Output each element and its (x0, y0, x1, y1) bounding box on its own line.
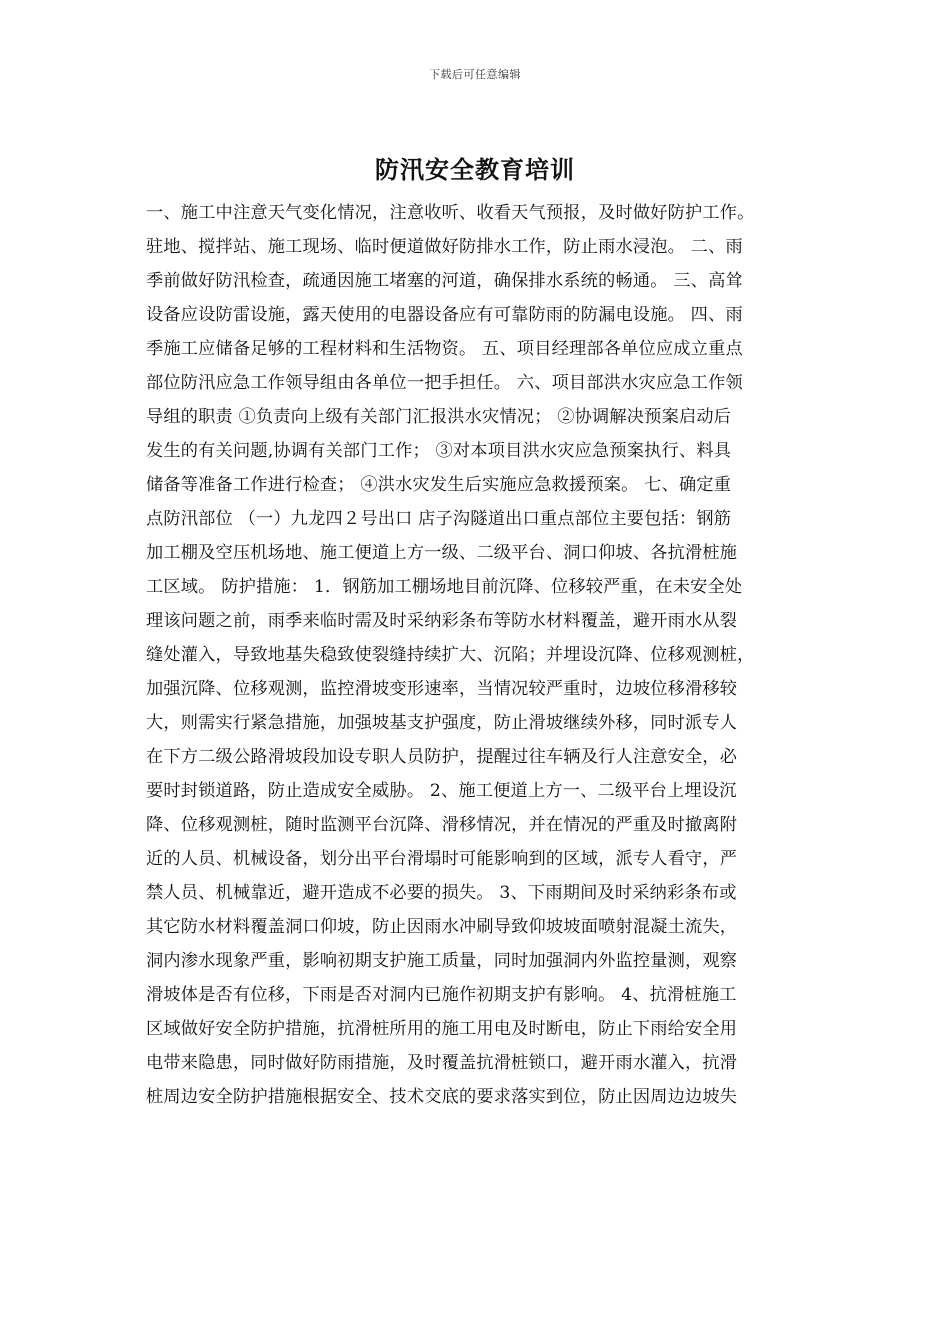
body-line: 区域做好安全防护措施，抗滑桩所用的施工用电及时断电，防止下雨给安全用 (146, 1019, 738, 1039)
body-line: 洞内渗水现象严重，影响初期支护施工质量，同时加强洞内外监控量测，观察 (146, 951, 738, 971)
body-line: 禁人员、机械靠近，避开造成不必要的损失。 3、下雨期间及时采纳彩条布或 (146, 883, 737, 903)
body-line: 发生的有关问题,协调有关部门工作； ③对本项目洪水灾应急预案执行、料具 (146, 441, 732, 461)
body-line: 部位防汛应急工作领导组由各单位一把手担任。 六、项目部洪水灾应急工作领 (146, 373, 743, 393)
body-line: 降、位移观测桩，随时监测平台沉降、滑移情况，并在情况的严重及时撤离附 (146, 815, 738, 835)
body-line: 储备等准备工作进行检查； ④洪水灾发生后实施应急救援预案。 七、确定重 (146, 475, 732, 495)
body-line: 滑坡体是否有位移，下雨是否对洞内已施作初期支护有影响。 4、抗滑桩施工 (146, 985, 737, 1005)
body-line: 导组的职责 ①负责向上级有关部门汇报洪水灾情况； ②协调解决预案启动后 (146, 407, 732, 427)
body-line: 近的人员、机械设备，划分出平台滑塌时可能影响到的区域，派专人看守，严 (146, 849, 738, 869)
body-line: 季施工应储备足够的工程材料和生活物资。 五、项目经理部各单位应成立重点 (146, 339, 743, 359)
body-line: 缝处灌入，导致地基失稳致使裂缝持续扩大、沉陷；并埋设沉降、位移观测桩， (146, 645, 755, 665)
body-line: 工区域。 防护措施： 1．钢筋加工棚场地目前沉降、位移较严重，在未安全处 (146, 577, 743, 597)
body-line: 加强沉降、位移观测，监控滑坡变形速率，当情况较严重时，边坡位移滑移较 (146, 679, 738, 699)
body-line: 设备应设防雷设施，露天使用的电器设备应有可靠防雨的防漏电设施。 四、雨 (146, 305, 743, 325)
body-line: 大，则需实行紧急措施，加强坡基支护强度，防止滑坡继续外移，同时派专人 (146, 713, 738, 733)
body-line: 电带来隐患，同时做好防雨措施，及时覆盖抗滑桩锁口，避开雨水灌入，抗滑 (146, 1053, 738, 1073)
body-line: 要时封锁道路，防止造成安全威胁。 2、施工便道上方一、二级平台上埋设沉 (146, 781, 737, 801)
document-body (146, 196, 810, 1114)
header-note: 下载后可任意编辑 (429, 68, 521, 81)
body-line: 在下方二级公路滑坡段加设专职人员防护，提醒过往车辆及行人注意安全，必 (146, 747, 738, 767)
body-line: 桩周边安全防护措施根据安全、技术交底的要求落实到位，防止因周边边坡失 (146, 1087, 738, 1107)
document-title: 防汛安全教育培训 (375, 155, 575, 184)
body-line: 一、施工中注意天气变化情况，注意收听、收看天气预报，及时做好防护工作。 (146, 203, 755, 223)
body-line: 季前做好防汛检查，疏通因施工堵塞的河道，确保排水系统的畅通。 三、高耸 (146, 271, 743, 291)
body-line: 驻地、搅拌站、施工现场、临时便道做好防排水工作，防止雨水浸泡。 二、雨 (146, 237, 743, 257)
body-line: 其它防水材料覆盖洞口仰坡，防止因雨水冲刷导致仰坡坡面喷射混凝土流失， (146, 917, 738, 937)
body-line: 理该问题之前，雨季来临时需及时采纳彩条布等防水材料覆盖，避开雨水从裂 (146, 611, 738, 631)
body-line: 加工棚及空压机场地、施工便道上方一级、二级平台、洞口仰坡、各抗滑桩施 (146, 543, 738, 563)
body-line: 点防汛部位 （一）九龙四２号出口 店子沟隧道出口重点部位主要包括：钢筋 (146, 509, 732, 529)
